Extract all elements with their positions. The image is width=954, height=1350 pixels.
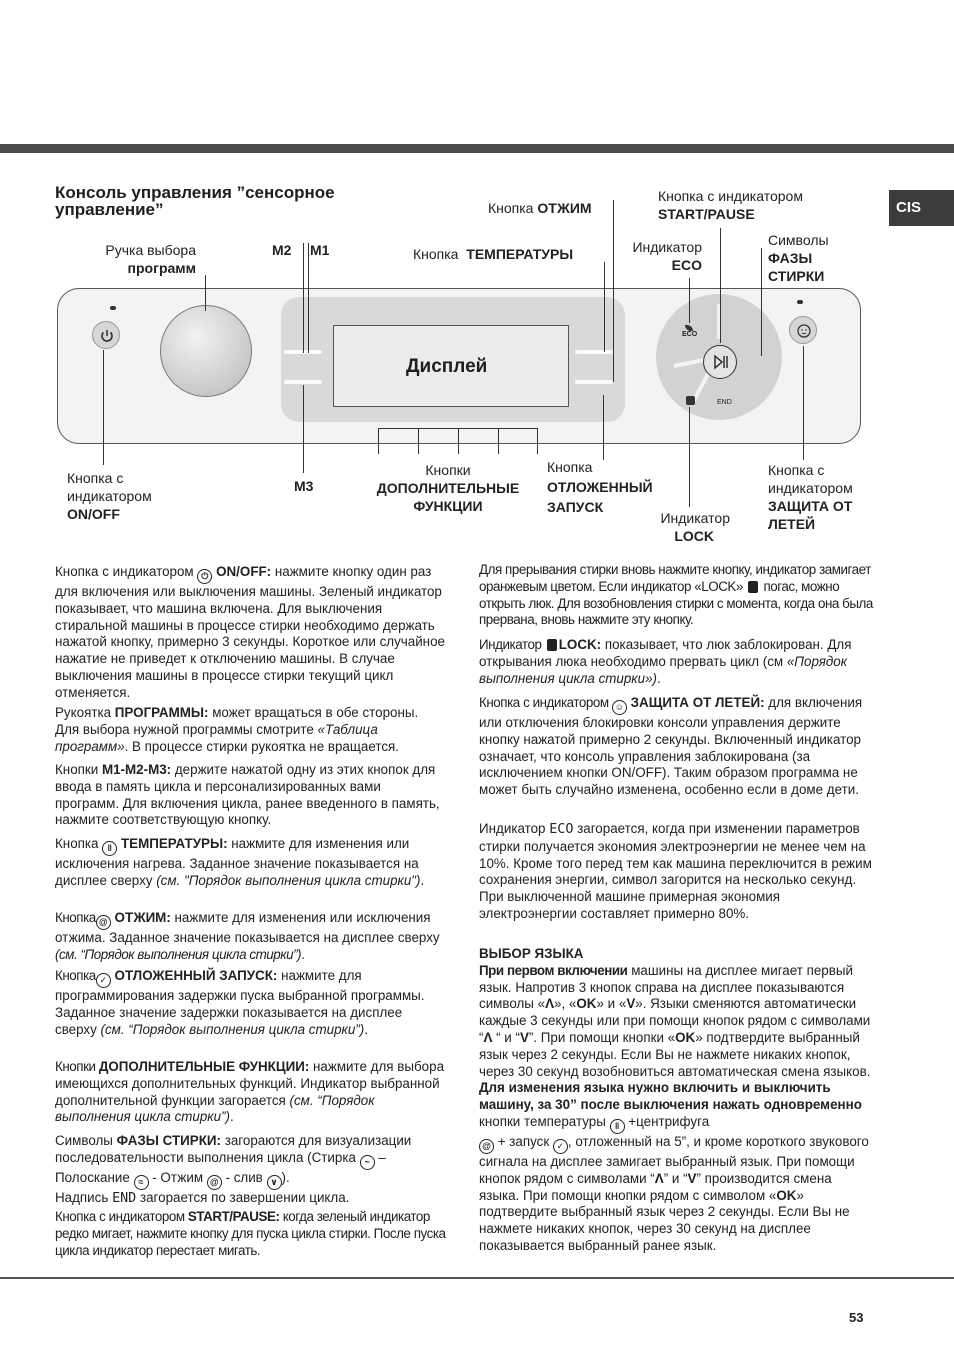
play-pause-icon (704, 346, 736, 378)
end-small-label: END (717, 399, 732, 406)
baby-face-icon: ☺ (612, 700, 627, 715)
para-wash-phases: Символы ФАЗЫ СТИРКИ: загораются для визуализации последовательности выполнения цикла (Стирка ~ – Полоскание ≈ - Отжим @ - слив ∨ ). Надпись END загорается по завершении цикла. (55, 1133, 412, 1206)
onoff-led (110, 306, 116, 310)
phases-label: Символы ФАЗЫ СТИРКИ (768, 232, 829, 284)
start-label: Кнопка с индикатором START/PAUSE (658, 188, 803, 222)
para-language: ВЫБОР ЯЗЫКА При первом включении машины на дисплее мигает первый язык. Напротив 3 кнопок справа на дисплее показываются символы «Λ», «OK» и «V». Языки сменяются автоматически каждые 3 секунды или при помощи кнопок рядом с символами “Λ “ и “V”. При помощи кнопки «OK» подтвердите выбранный язык через 2 секунды. Если Вы не нажмете никаких кнопок, через 30 секунд возобновиться автоматическая смена языков. Для изменения языка нужно включить и выключить машину, за 30” после выключения нажать одновременно кнопки температуры ǁ +центрифуга @ + запуск ✓ , отложенный на 5”, и кроме короткого звукового сигнала на дисплее замигает выбранный язык. При помощи кнопок рядом с символами “Λ” и “V” производится смена языка. При помощи кнопки рядом с символом «OK» подтвердите выбранный язык через 2 секунды. Если Вы не нажмете никаких кнопок, через 30 секунд на дисплее показывается выбранный ранее язык. (479, 946, 871, 1253)
m1-label: M1 (310, 242, 330, 258)
thermometer-icon: ǁ (102, 841, 117, 856)
top-rule (0, 144, 954, 153)
child-lock-label: Кнопка с индикатором ЗАЩИТА ОТ ЛЕТЕЙ (768, 462, 853, 532)
lock-icon (748, 581, 758, 593)
para-eco: Индикатор ECO загорается, когда при изменении параметров стирки получается экономия электроэнергии не менее чем на 10%. Кроме того перед тем как машина переключится в режим сохранения энергии, символ загорится на несколько секунд. При выключенной машине примерная экономия электроэнергии составляет примерно 80%. (479, 821, 872, 921)
power-icon: ⏻ (197, 569, 212, 584)
spin-button[interactable] (575, 380, 613, 384)
lock-icon (547, 639, 557, 651)
eco-small-label: ECO (682, 331, 698, 338)
para-extra-functions: Кнопки ДОПОЛНИТЕЛЬНЫЕ ФУНКЦИИ: нажмите для выбора имеющихся дополнительных функций. Индикатор выбранной дополнительной функции загорается (см. “Порядок выполнения цикла стирки”). (55, 1059, 445, 1125)
eco-indicator (682, 325, 697, 338)
m2-label: M2 (272, 242, 292, 258)
page-title: Консоль управления ”сенсорное управление” (55, 183, 335, 219)
para-spin: Кнопка @ ОТЖИМ: нажмите для изменения или исключения отжима. Заданное значение показывается на дисплее сверху (см. “Порядок выполнения цикла стирки”). (55, 910, 440, 962)
spin-icon: @ (207, 1175, 222, 1190)
drain-icon: ∨ (267, 1175, 282, 1190)
spin-label: Кнопка ОТЖИМ (488, 200, 592, 216)
spin-icon: @ (479, 1139, 494, 1154)
baby-face-icon (790, 317, 818, 345)
eco-label: Индикатор ECO (632, 239, 702, 273)
para-onoff: Кнопка с индикатором ⏻ ON/OFF: нажмите кнопку один раз для включения или выключения машины. Зеленый индикатор показывает, что машина включена. Для выключения стиральной машины в процессе стирки необходимо держать нажатой кнопку, примерно 3 секунды. Короткое или случайное нажатие не приведет к отключению машины. В случае выключения машины в процессе стирки текущий цикл отменяется. (55, 564, 445, 700)
section-tab: CIS (889, 190, 954, 226)
extra-functions-label: Кнопки ДОПОЛНИТЕЛЬНЫЕ ФУНКЦИИ (376, 462, 520, 514)
end-symbol: END (112, 1190, 137, 1206)
lock-icon (686, 396, 695, 405)
power-button[interactable] (92, 321, 120, 349)
page-number: 53 (849, 1310, 864, 1325)
knob-label: Ручка выбора программ (105, 242, 196, 276)
wash-icon: ~ (360, 1155, 375, 1170)
onoff-label: Кнопка с индикатором ON/OFF (67, 470, 152, 522)
display-label: Дисплей (406, 356, 488, 377)
para-program-knob: Рукоятка ПРОГРАММЫ: может вращаться в обе стороны. Для выбора нужной программы смотрите «Таблица программ». В процессе стирки рукоятка не вращается. (55, 705, 419, 754)
delay-label: Кнопка ОТЛОЖЕННЫЙ ЗАПУСК (547, 459, 653, 515)
rinse-icon: ≈ (134, 1175, 149, 1190)
para-lock: Индикатор LOCK: показывает, что люк заблокирован. Для открывания люка необходимо прервать цикл (см «Порядок выполнения цикла стирки»). (479, 637, 852, 686)
delay-clock-icon: ✓ (96, 973, 111, 988)
temperature-label: Кнопка ТЕМПЕРАТУРЫ (413, 246, 574, 262)
power-icon (93, 322, 121, 350)
child-lock-led (797, 300, 803, 304)
para-pause-info: Для прерывания стирки вновь нажмите кнопку, индикатор замигает оранжевым цветом. Если индикатор «LOCK» погас, можно открыть люк. Для возобновления стирки с момента, когда она была прервана, вновь нажмите эту кнопку. (479, 562, 873, 628)
para-temperature: Кнопка ǁ ТЕМПЕРАТУРЫ: нажмите для изменения или исключения нагрева. Заданное значение показывается на дисплее сверху (см. "Порядок выполнения цикла стирки"). (55, 836, 425, 888)
temperature-button[interactable] (575, 350, 613, 354)
display-window (333, 325, 569, 407)
bottom-rule (0, 1277, 954, 1279)
eco-symbol: ECO (549, 822, 574, 837)
language-heading: ВЫБОР ЯЗЫКА (479, 946, 584, 961)
program-knob[interactable] (160, 305, 252, 397)
para-child-lock: Кнопка с индикатором ☺ ЗАЩИТА ОТ ЛЕТЕЙ: для включения или отключения блокировки консоли управления держите кнопку нажатой примерно 2 секунды. Включенный индикатор означает, что консоль управления заблокирована (за исключением кнопки ON/OFF). Таким образом программа не может быть случайно изменена, особенно если в доме дети. (479, 695, 863, 798)
delay-clock-icon: ✓ (553, 1139, 568, 1154)
child-lock-button[interactable] (789, 316, 817, 344)
lock-label: Индикатор LOCK (660, 510, 730, 544)
para-memory-buttons: Кнопки M1-M2-M3: держите нажатой одну из этих кнопок для ввода в память цикла и персонализированных вами программ. Для включения цикла, ранее введенного в память, нажмите соответствующую кнопку. (55, 762, 440, 828)
start-pause-button[interactable] (703, 345, 737, 379)
m3-label: M3 (294, 478, 314, 494)
para-start-pause: Кнопка с индикатором START/PAUSE: когда зеленый индикатор редко мигает, нажмите кнопку для пуска цикла стирки. После пуска цикла индикатор перестает мигать. (55, 1209, 446, 1258)
spin-icon: @ (96, 915, 111, 930)
thermometer-icon: ǁ (610, 1119, 625, 1134)
para-delay: Кнопка ✓ ОТЛОЖЕННЫЙ ЗАПУСК: нажмите для программирования задержки пуска выбранной программы. Заданное значение задержки показывается на дисплее сверху (см. “Порядок выполнения цикла стирки”). (55, 968, 425, 1037)
m3-button[interactable] (284, 380, 322, 384)
